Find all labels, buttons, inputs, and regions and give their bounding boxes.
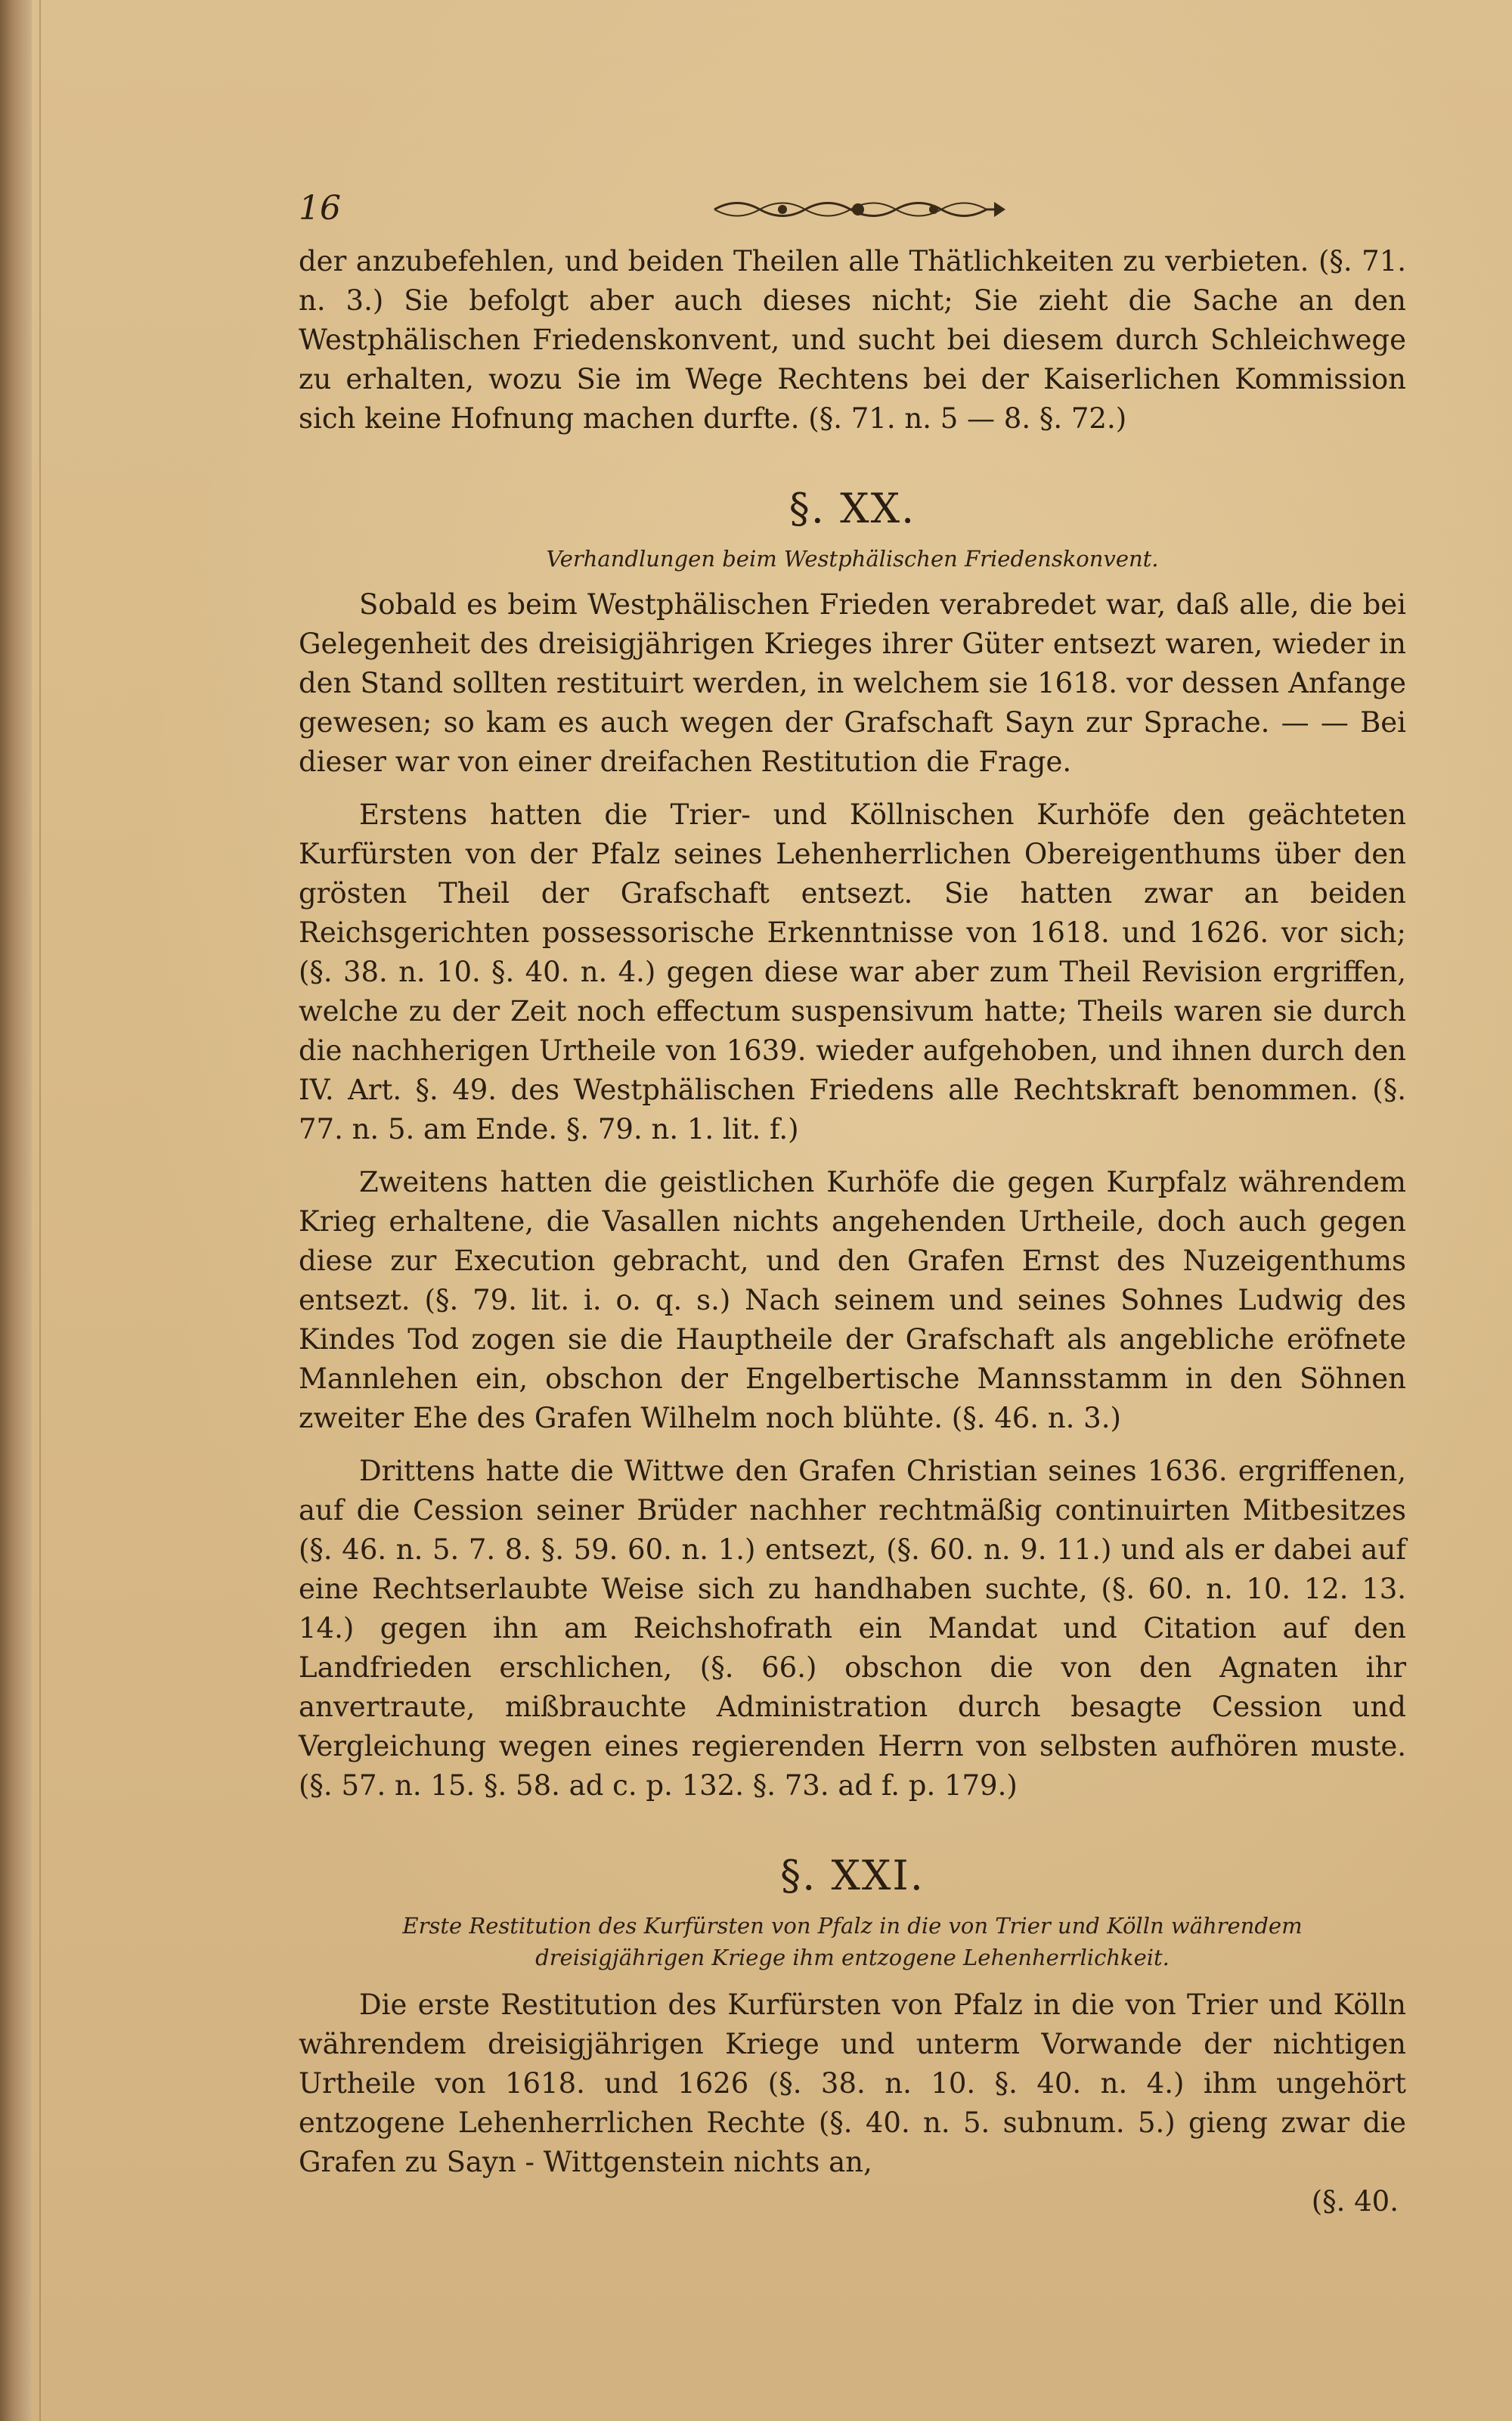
- book-gutter: [0, 0, 32, 2421]
- page-header: [299, 174, 1406, 242]
- paragraph: Erstens hatten die Trier- und Köllnischen Kurhöfe den geächteten Kurfürsten von der Pfalz seines Lehenherrlichen Obereigenthums über den grösten Theil der Grafschaft entsezt. Sie hatten zwar an beiden Reichsgerichten possessorische Erkenntnisse von 1618. und 1626. vor sich; (§. 38. n. 10. §. 40. n. 4.) gegen diese war aber zum Theil Revision ergriffen, welche zu der Zeit noch effectum suspensivum hatte; Theils waren sie durch die nachherigen Urtheile von 1639. wieder aufgehoben, und ihnen durch den IV. Art. §. 49. des Westphälischen Friedens alle Rechtskraft benommen. (§. 77. n. 5. am Ende. §. 79. n. 1. lit. f.): [299, 798, 1406, 1145]
- paragraph: Sobald es beim Westphälischen Frieden verabredet war, daß alle, die bei Gelegenheit des dreisigjährigen Krieges ihrer Güter entsezt waren, wieder in den Stand sollten restituirt werden, in welchem sie 1618. vor dessen Anfange gewesen; so kam es auch wegen der Grafschaft Sayn zur Sprache. — — Bei dieser war von einer dreifachen Restitution die Frage.: [299, 588, 1406, 778]
- page-number: 16: [299, 189, 341, 228]
- paragraph: Zweitens hatten die geistlichen Kurhöfe die gegen Kurpfalz währendem Krieg erhaltene, die Vasallen nichts angehenden Urtheile, doch auch gegen diese zur Execution gebracht, und den Grafen Ernst des Nuzeigenthums entsezt. (§. 79. lit. i. o. q. s.) Nach seinem und seines Sohnes Ludwig des Kindes Tod zogen sie die Hauptheile der Grafschaft als angebliche eröfnete Mannlehen ein, obschon der Engelbertische Mannsstamm in den Söhnen zweiter Ehe des Grafen Wilhelm noch blühte. (§. 46. n. 3.): [299, 1166, 1406, 1434]
- paragraph: Die erste Restitution des Kurfürsten von Pfalz in die von Trier und Kölln währendem dreisigjährigen Kriege und unterm Vorwande der nichtigen Urtheile von 1618. und 1626 (§. 38. n. 10. §. 40. n. 4.) ihm ungehört entzogene Lehenherrlichen Rechte (§. 40. n. 5. subnum. 5.) gieng zwar die Grafen zu Sayn - Wittgenstein nichts an,: [299, 1989, 1406, 2178]
- paragraph: Drittens hatte die Wittwe den Grafen Christian seines 1636. ergriffenen, auf die Cession seiner Brüder nachher rechtmäßig continuirten Mitbesitzes (§. 46. n. 5. 7. 8. §. 59. 60. n. 1.) entsezt, (§. 60. n. 9. 11.) und als er dabei auf eine Rechtserlaubte Weise sich zu handhaben suchte, (§. 60. n. 10. 12. 13. 14.) gegen ihn am Reichshofrath ein Mandat und Citation auf den Landfrieden erschlichen, (§. 66.) obschon die von den Agnaten ihr anvertraute, mißbrauchte Administration durch besagte Cession und Vergleichung wegen eines regierenden Herrn von selbsten aufhören muste. (§. 57. n. 15. §. 58. ad c. p. 132. §. 73. ad f. p. 179.): [299, 1455, 1406, 1802]
- paragraph-continuation: der anzubefehlen, und beiden Theilen alle Thätlichkeiten zu verbieten. (§. 71. n. 3.) Sie befolgt aber auch dieses nicht; Sie zieht die Sache an den Westphälischen Friedenskonvent, und sucht bei diesem durch Schleichwege zu erhalten, wozu Sie im Wege Rechtens bei der Kaiserlichen Kommission sich keine Hofnung machen durfte. (§. 71. n. 5 — 8. §. 72.): [299, 245, 1406, 435]
- gutter-line: [39, 0, 41, 2421]
- header-ornament-icon: [707, 191, 1009, 228]
- section-title-xx: §. XX.: [789, 485, 916, 532]
- section-subtitle-xx: Verhandlungen beim Westphälischen Friedenskonvent.: [546, 546, 1159, 572]
- section-title-xxi: §. XXI.: [780, 1852, 925, 1899]
- section-subtitle-xxi: Erste Restitution des Kurfürsten von Pfalz in die von Trier und Kölln währendem dreisigjährigen Kriege ihm entzogene Lehenherrlichkeit.: [402, 1913, 1303, 1970]
- page-content: [299, 174, 1406, 2221]
- catchword: (§. 40.: [1311, 2185, 1399, 2218]
